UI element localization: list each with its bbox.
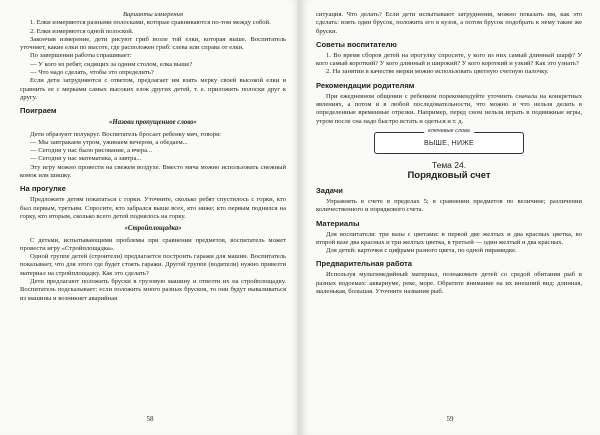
topic-title: Порядковый счет bbox=[407, 169, 491, 181]
page-number: 59 bbox=[446, 415, 454, 423]
topic-number: Тема 24. bbox=[431, 159, 467, 170]
prep-paragraph: Используя мультимедийный материал, познакомьте детей со средой обитания рыб в разных водоемах: аквариуме, реке, море. Обратите внимание на их внешний вид: длинная, маленькая, большая. Уточните названия рыб. bbox=[316, 271, 582, 296]
keywords-caption: ключевые слова bbox=[424, 128, 474, 134]
game-title: «Назови пропущенное слово» bbox=[109, 119, 197, 127]
section-heading-prep: Предварительная работа bbox=[316, 259, 412, 269]
advice-paragraph: 2. На занятии в качестве мерки можно использовать цветную счетную палочку. bbox=[326, 68, 549, 76]
game-paragraph: — Сегодня у нас было рисование, а вчера... bbox=[30, 147, 152, 155]
game-paragraph: Эту игру можно провести на свежем воздухе. Вместо мяча можно использовать снежный комок или шишку. bbox=[20, 163, 286, 180]
intro-paragraph: — У кого из ребят, сидящих за одним столом, елка выше? bbox=[30, 60, 193, 68]
section-heading-walk: На прогулке bbox=[20, 184, 66, 194]
page-number: 58 bbox=[146, 415, 154, 423]
section-heading-parents: Рекомендации родителям bbox=[316, 80, 415, 90]
game-paragraph: — Сегодня у нас математика, а завтра... bbox=[30, 155, 142, 163]
game-paragraph: — Мы завтракаем утром, ужинаем вечером, а обедаем... bbox=[30, 138, 188, 146]
right-page bbox=[300, 0, 600, 435]
parents-paragraph: При ежедневном общении с ребенком порекомендуйте уточнить сначала на конкретных явлениях, а потом и в любой последовательности, что можно и что нельзя делать в определенные временные отрезки. Например, перед сном нельзя играть в подвижные игры, утром после сна надо быстро встать и одеться и т. д. bbox=[316, 92, 582, 125]
advice-paragraph: 1. Во время сборов детей на прогулку спросите, у кого из них самый длинный шарф? У кого самый короткий? У кого длинный и широкий? У кого короткий и узкий? Как это узнать? bbox=[316, 51, 582, 68]
section-heading-advice: Советы воспитателю bbox=[316, 39, 397, 49]
section-heading-game: Поиграем bbox=[20, 106, 57, 116]
intro-paragraph: Если дети затрудняются с ответом, предлагает им взять мерку своей высокой елки и сравнить ее с мерками самых высоких елок других детей, т. е. приложить полоски друг к другу. bbox=[20, 77, 286, 101]
section-heading-tasks: Задачи bbox=[316, 185, 343, 195]
walk-paragraph: Предложите детям покататься с горки. Уточните, сколько ребят спустилось с горки, кто был первым, третьим. Спросите, кто забрался выше всех, кто ниже; кто первым поднялся на горку, кто вторым, сколько всего детей поднялось на горку. bbox=[20, 196, 286, 220]
tasks-paragraph: Упражнять в счете в пределах 5; в сравнении предметов по величине; различении количественного и порядкового счета. bbox=[316, 197, 582, 214]
keywords-box bbox=[374, 127, 524, 154]
game-paragraph: Дети образуют полукруг. Воспитатель бросает ребенку мяч, говоря: bbox=[30, 130, 221, 138]
continued-paragraph: ситуация. Что делать? Если дети испытывают затруднения, можно показать им, как это сделать: взять один брусок, положить его в кузов, а потом брусок подобрать к нему такие же бруски. bbox=[316, 11, 582, 35]
keywords-value: ВЫШЕ, НИЖЕ bbox=[423, 139, 475, 147]
site-paragraph: Дети предлагают положить бруски в грузовую машину и отвезти их на стройплощадку. Воспитатель подсказывает: если положить много разных брусков, то они будут вываливаться из машины и возникнет аварийная bbox=[20, 278, 286, 302]
intro-paragraph: Закончив измерение, дети рисуют гриб возле той елки, которая выше. Воспитатель уточняет, какие елки по высоте, где расположен гриб: слева или справа от елки. bbox=[20, 35, 286, 52]
intro-heading: Варианты измерения bbox=[122, 11, 184, 18]
section-heading-materials: Материалы bbox=[316, 218, 360, 228]
materials-paragraph: Для воспитателя: три вазы с цветами: в первой две желтых и два красных цветка, во второй вазе два красных и три желтых цветка, в третьей — один желтый и два красных. bbox=[316, 230, 582, 246]
intro-item: 2. Елки измеряются одной полоской. bbox=[30, 27, 134, 35]
materials-paragraph: Для детей: карточки с цифрами разного цвета, по одной пирамидке. bbox=[326, 247, 517, 255]
site-paragraph: Одной группе детей (строители) предлагается построить гаражи для машин. Воспитатель показывает, что для этого где будет стоять гаражи. Другой группе (водители) нужно привезти материал на стройплощадку. Как это сделать? bbox=[20, 253, 286, 277]
intro-paragraph: По завершении работы спрашивает: bbox=[30, 52, 132, 60]
intro-paragraph: — Что надо сделать, чтобы это определить? bbox=[30, 69, 154, 77]
intro-item: 1. Елки измеряются разными полосками, которые сравниваются по-том между собой. bbox=[30, 19, 271, 27]
site-paragraph: С детьми, испытывающими проблемы при сравнении предметов, воспитатель может провести игру «Стройплощадка». bbox=[20, 236, 286, 252]
site-title: «Стройплощадка» bbox=[124, 225, 182, 233]
